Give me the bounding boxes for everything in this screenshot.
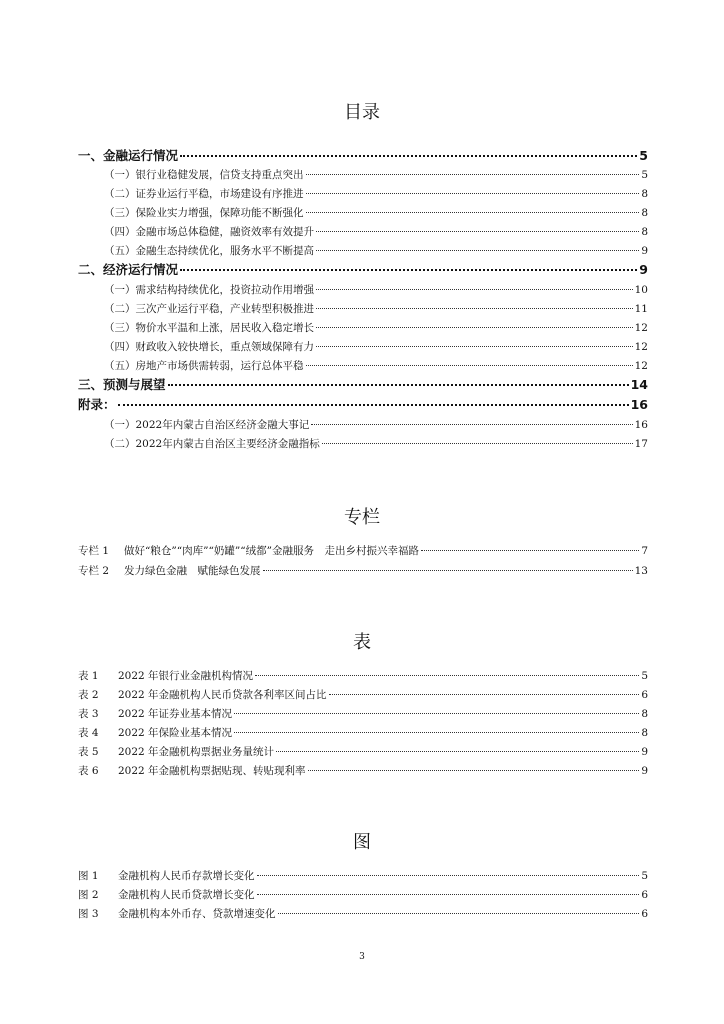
toc-title: 目录	[344, 102, 380, 123]
table-entry-1[interactable]: 表 1 2022 年银行业金融机构情况 5	[78, 670, 648, 682]
toc-entry-1-5[interactable]: （五）金融生态持续优化，服务水平不断提高 9	[104, 245, 648, 257]
column-entry-2[interactable]: 专栏 2 发力绿色金融 赋能绿色发展 13	[78, 565, 648, 577]
table-entry-4[interactable]: 表 4 2022 年保险业基本情况 8	[78, 727, 648, 739]
figures-title: 图	[353, 832, 371, 853]
toc-entry-2-2[interactable]: （二）三次产业运行平稳，产业转型积极推进 11	[104, 303, 648, 315]
figure-entry-2[interactable]: 图 2 金融机构人民币贷款增长变化 6	[78, 889, 648, 901]
toc-entry-1-4[interactable]: （四）金融市场总体稳健，融资效率有效提升 8	[104, 226, 648, 238]
table-entry-3[interactable]: 表 3 2022 年证券业基本情况 8	[78, 708, 648, 720]
toc-entry-appendix-2[interactable]: （二）2022年内蒙古自治区主要经济金融指标 17	[104, 438, 648, 450]
toc-entry-3[interactable]: 三、预测与展望 14	[78, 377, 648, 392]
toc-entry-1-3[interactable]: （三）保险业实力增强，保障功能不断强化 8	[104, 207, 648, 219]
toc-entry-2-5[interactable]: （五）房地产市场供需转弱，运行总体平稳 12	[104, 360, 648, 372]
toc-entry-1-1[interactable]: （一）银行业稳健发展，信贷支持重点突出 5	[104, 169, 648, 181]
toc-entry-1-2[interactable]: （二）证券业运行平稳，市场建设有序推进 8	[104, 188, 648, 200]
toc-entry-appendix-1[interactable]: （一）2022年内蒙古自治区经济金融大事记 16	[104, 419, 648, 431]
toc-entry-2[interactable]: 二、经济运行情况 9	[78, 262, 648, 277]
page-number: 3	[359, 952, 365, 962]
toc-entry-2-4[interactable]: （四）财政收入较快增长，重点领域保障有力 12	[104, 341, 648, 353]
column-entry-1[interactable]: 专栏 1 做好“粮仓”“肉库”“奶罐”“绒都”金融服务 走出乡村振兴幸福路 7	[78, 545, 648, 557]
table-entry-6[interactable]: 表 6 2022 年金融机构票据贴现、转贴现利率 9	[78, 765, 648, 777]
figure-entry-1[interactable]: 图 1 金融机构人民币存款增长变化 5	[78, 870, 648, 882]
toc-entry-appendix[interactable]: 附录： 16	[78, 397, 648, 412]
table-entry-2[interactable]: 表 2 2022 年金融机构人民币贷款各利率区间占比 6	[78, 689, 648, 701]
toc-entry-2-1[interactable]: （一）需求结构持续优化，投资拉动作用增强 10	[104, 284, 648, 296]
toc-entry-2-3[interactable]: （三）物价水平温和上涨，居民收入稳定增长 12	[104, 322, 648, 334]
toc-entry-1[interactable]: 一、金融运行情况 5	[78, 148, 648, 163]
columns-title: 专栏	[344, 507, 380, 528]
tables-title: 表	[353, 632, 371, 653]
table-entry-5[interactable]: 表 5 2022 年金融机构票据业务量统计 9	[78, 746, 648, 758]
figure-entry-3[interactable]: 图 3 金融机构本外币存、贷款增速变化 6	[78, 908, 648, 920]
